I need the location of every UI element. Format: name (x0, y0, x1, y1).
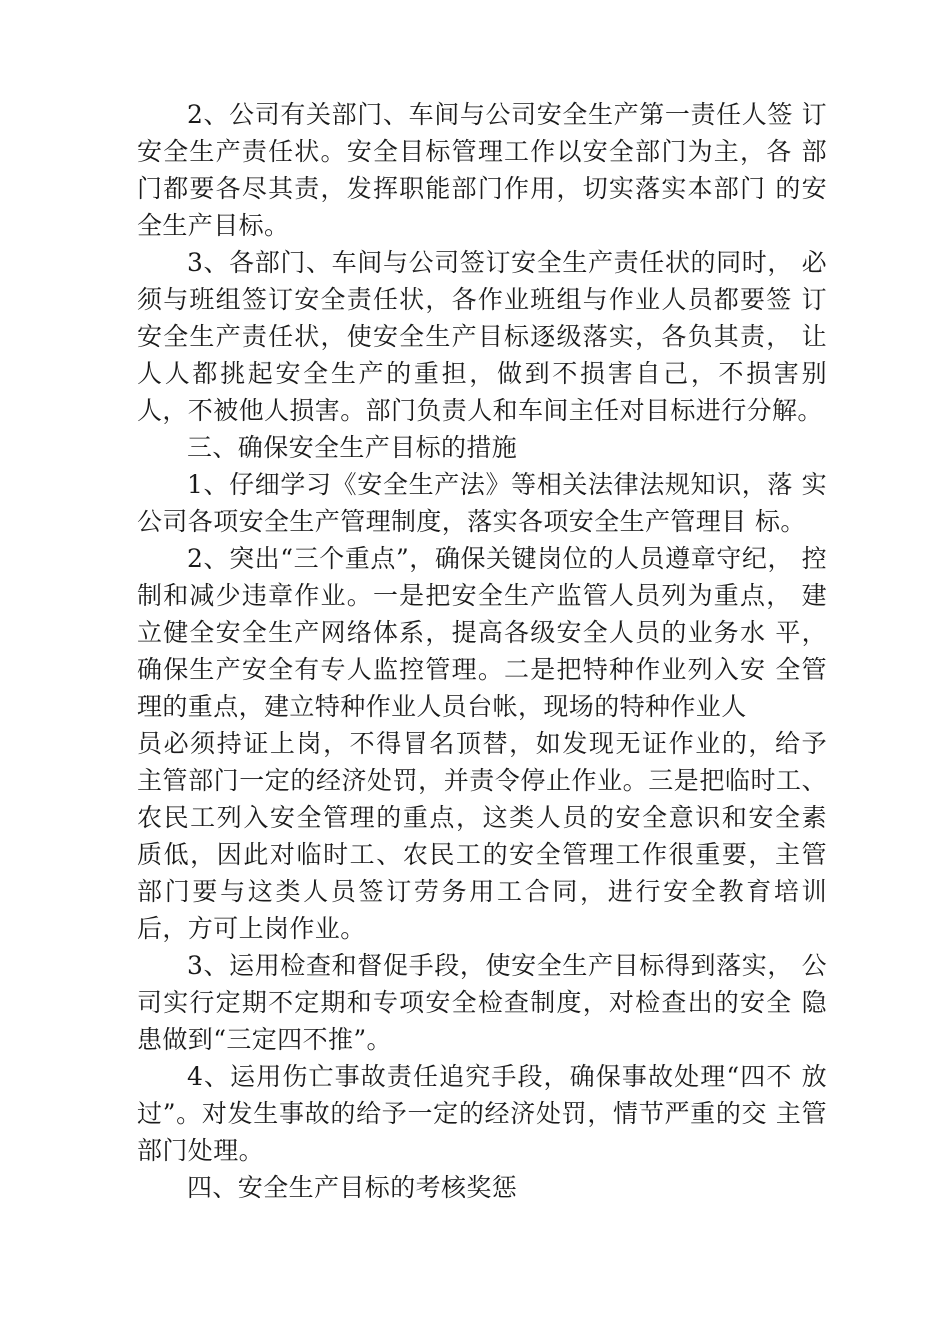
paragraph-3-team-contract: 3、各部门、车间与公司签订安全生产责任状的同时， 必须与班组签订安全责任状，各作业班组与作业人员都要签 订安全生产责任状，使安全生产目标逐级落实，各负其责， 让人人都挑起安全生产的重担，做到不损害自己，不损害别 人，不被他人损害。部门负责人和车间主任对目标进行分解。 (137, 248, 827, 425)
paragraph-1-study-law: 1、仔细学习《安全生产法》等相关法律法规知识，落 实公司各项安全生产管理制度，落实各项安全生产管理目 标。 (137, 470, 827, 536)
section-heading-measures: 三、确保安全生产目标的措施 (187, 433, 518, 462)
paragraph-2-responsibility-contract: 2、公司有关部门、车间与公司安全生产第一责任人签 订安全生产责任状。安全目标管理工作以安全部门为主，各 部门都要各尽其责，发挥职能部门作用，切实落实本部门 的安全生产目标。 (137, 100, 827, 240)
paragraph-4-accountability: 4、运用伤亡事故责任追究手段，确保事故处理“四不 放过”。对发生事故的给予一定的经济处罚，情节严重的交 主管部门处理。 (137, 1062, 827, 1165)
section-heading-assessment: 四、安全生产目标的考核奖惩 (187, 1173, 518, 1202)
paragraph-3-inspection: 3、运用检查和督促手段，使安全生产目标得到落实， 公司实行定期不定期和专项安全检查制度，对检查出的安全 隐患做到“三定四不推”。 (137, 951, 827, 1054)
paragraph-continuation-workers: 员必须持证上岗，不得冒名顶替，如发现无证作业的，给予 主管部门一定的经济处罚，并责令停止作业。三是把临时工、 农民工列入安全管理的重点，这类人员的安全意识和安全素 质低，因此对临时工、农民工的安全管理工作很重要，主管 部门要与这类人员签订劳务用工合同，进行安全教育培训 后，方可上岗作业。 (137, 729, 827, 943)
document-body (137, 96, 827, 1206)
paragraph-2-three-key-points: 2、突出“三个重点”，确保关键岗位的人员遵章守纪， 控制和减少违章作业。一是把安全生产监管人员列为重点， 建立健全安全生产网络体系，提高各级安全人员的业务水 平，确保生产安全有专人监控管理。二是把特种作业列入安 全管理的重点，建立特种作业人员台帐，现场的特种作业人 (137, 544, 827, 721)
